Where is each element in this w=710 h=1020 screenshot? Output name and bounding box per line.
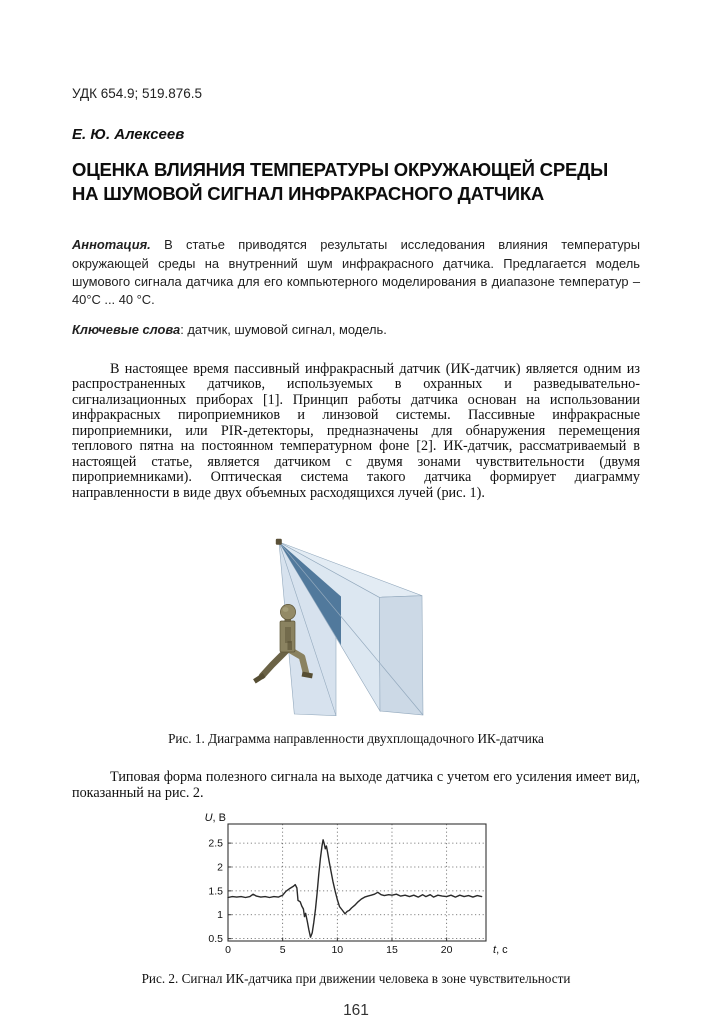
figure2	[72, 814, 640, 964]
tick-label-y: 2.5	[208, 838, 223, 851]
udc-code: УДК 654.9; 519.876.5	[72, 86, 203, 101]
tick-label-x: 0	[225, 944, 231, 957]
abstract-paragraph	[72, 236, 640, 309]
x-axis-label: t, с	[493, 944, 508, 957]
article-title-line1: ОЦЕНКА ВЛИЯНИЯ ТЕМПЕРАТУРЫ ОКРУЖАЮЩЕЙ СРЕДЫ	[72, 159, 609, 180]
tick-label-y: 2	[217, 861, 223, 874]
body-paragraph-1: В настоящее время пассивный инфракрасный датчик (ИК-датчик) является одним из распространенных датчиков, используемых в охранных и разведывательно-сигнализационных приборах [1]. Принцип работы датчика основан на использовании инфракрасных пироприемников и линзовой системы. Пассивные инфракрасные пироприемники, или PIR-детекторы, предназначены для обнаружения перемещения теплового пятна на постоянном температурном фоне [2]. ИК-датчик, рассматриваемый в настоящей статье, является датчиком с двумя зонами чувствительности (двумя пироприемниками). Оптическая система такого датчика формирует диаграмму направленности в виде двух объемных расходящихся лучей (рис. 1).	[72, 360, 640, 501]
person-front-leg	[262, 650, 287, 676]
person-torso-shading-low	[288, 641, 293, 650]
tick-label-y: 1	[217, 909, 223, 922]
tick-label-x: 15	[386, 944, 398, 957]
signal-line	[228, 840, 482, 937]
abstract-text: В статье приводятся результаты исследования влияния температуры окружающей среды на внутренний шум инфракрасного датчика. Предлагается модель шумового сигнала датчика для его компьютерного моделирования в диапазоне температур –40°С ... 40 °С.	[72, 237, 640, 308]
tick-label-x: 10	[331, 944, 344, 957]
article-title-line2: НА ШУМОВОЙ СИГНАЛ ИНФРАКРАСНОГО ДАТЧИКА	[72, 182, 545, 204]
figure1-diagram	[231, 534, 481, 724]
y-axis-label: U, В	[204, 812, 226, 825]
keywords-label: Ключевые слова	[72, 321, 181, 337]
figure2-caption: Рис. 2. Сигнал ИК-датчика при движении человека в зоне чувствительности	[141, 971, 571, 987]
beam-right-front-face	[379, 596, 423, 715]
plot-box	[228, 824, 486, 941]
author-name: Е. Ю. Алексеев	[72, 126, 185, 143]
page-number: 161	[343, 1002, 369, 1020]
figure2-chart	[194, 814, 518, 964]
abstract-label: Аннотация.	[72, 237, 151, 253]
figure1	[72, 534, 640, 724]
person-front-foot	[257, 677, 263, 681]
sensor-dot	[276, 539, 282, 545]
figure1-caption: Рис. 1. Диаграмма направленности двухплощадочного ИК-датчика	[168, 731, 544, 747]
tick-label-y: 1.5	[208, 885, 223, 898]
tick-label-x: 5	[279, 944, 286, 957]
tick-label-y: 0.5	[208, 933, 223, 946]
keywords-text: : датчик, шумовой сигнал, модель.	[180, 321, 387, 337]
article-title	[72, 158, 640, 205]
person-head-highlight	[283, 608, 289, 613]
body-paragraph-2: Типовая форма полезного сигнала на выходе датчика с учетом его усиления имеет вид, показанный на рис. 2.	[72, 769, 640, 801]
person-head	[280, 605, 295, 620]
tick-label-x: 20	[440, 944, 453, 957]
keywords-paragraph	[72, 321, 640, 339]
person-back-foot	[305, 675, 311, 676]
person-torso-shading	[285, 627, 291, 643]
